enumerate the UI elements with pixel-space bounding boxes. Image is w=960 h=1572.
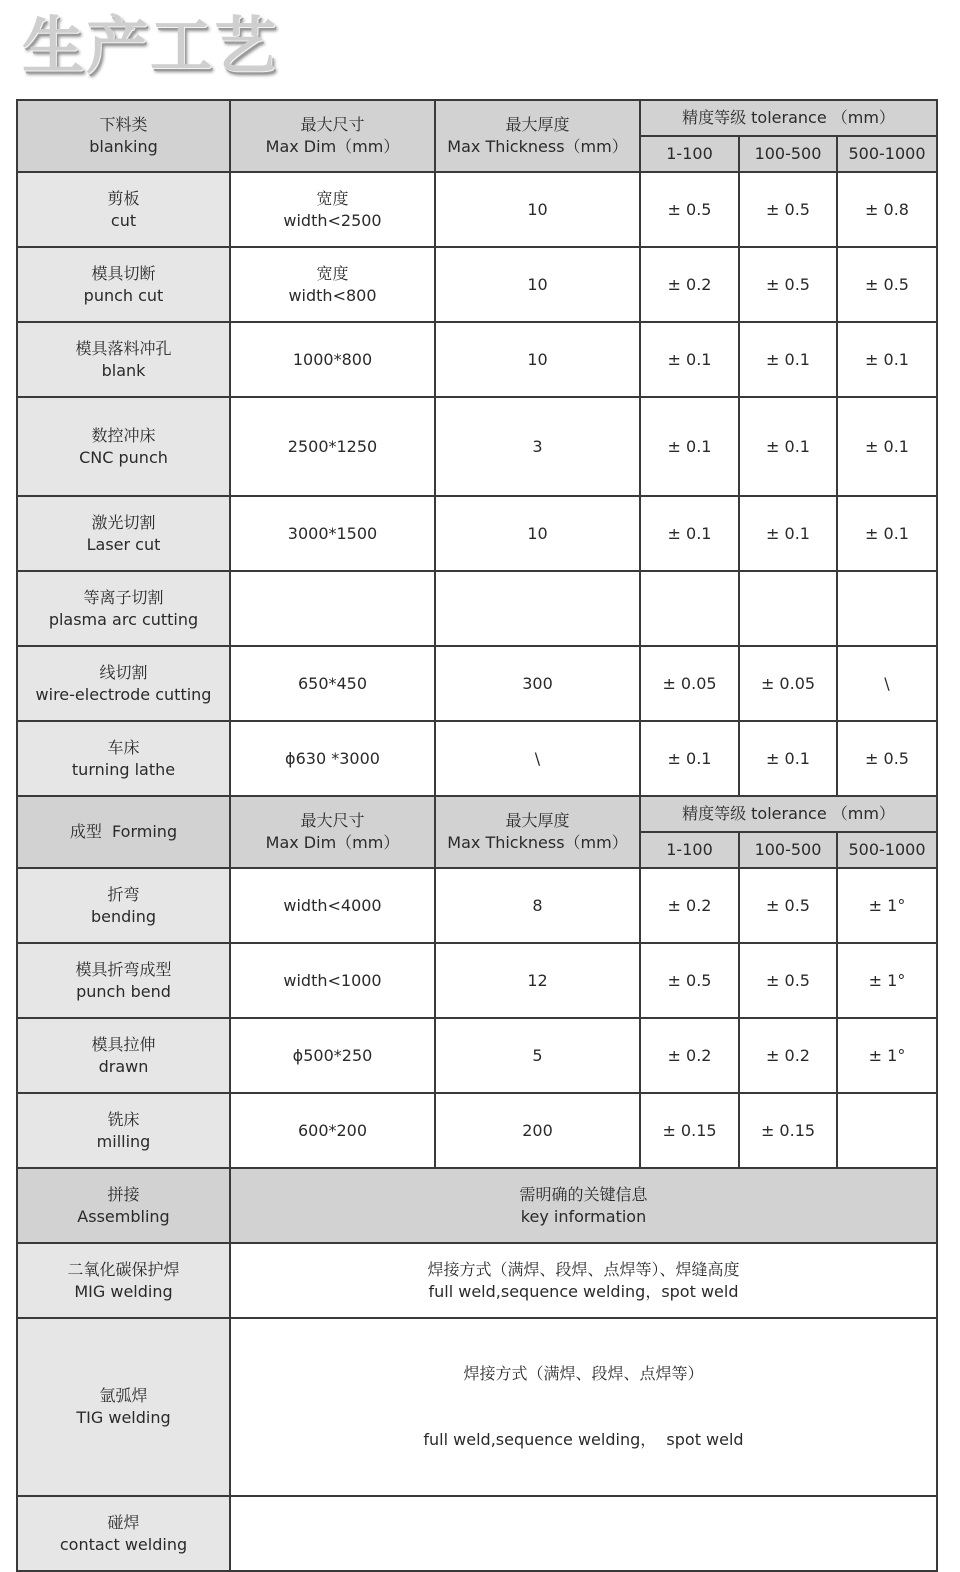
thickness-cell: 3: [435, 397, 640, 496]
table-row: [17, 247, 937, 322]
tolerance-cell: ± 0.5: [837, 721, 937, 796]
maxdim-header: [230, 100, 435, 172]
range-header: 500-1000: [837, 136, 937, 172]
maxdim-zh: 最大尺寸: [300, 811, 365, 830]
tolerance-cell: ± 0.1: [837, 322, 937, 397]
tolerance-cell: ± 0.5: [739, 943, 837, 1018]
maxdim-cell: [230, 571, 435, 646]
thickness-cell: 10: [435, 172, 640, 247]
process-zh: 激光切割: [91, 512, 156, 532]
process-zh: 氩弧焊: [99, 1386, 148, 1405]
table-row: [17, 496, 937, 571]
category-zh: 下料类: [99, 115, 148, 134]
tolerance-cell: ± 0.1: [837, 397, 937, 496]
process-zh: 碰焊: [107, 1512, 140, 1532]
thickness-cell: 10: [435, 496, 640, 571]
info-en: key information: [520, 1206, 647, 1226]
process-label: [17, 646, 230, 721]
thickness-cell: 10: [435, 322, 640, 397]
tolerance-cell: \: [837, 646, 937, 721]
process-zh: 数控冲床: [91, 425, 156, 445]
thickness-cell: 300: [435, 646, 640, 721]
table-row: [17, 646, 937, 721]
tolerance-cell: ± 0.1: [640, 721, 739, 796]
tolerance-cell: ± 0.1: [739, 721, 837, 796]
process-zh: 折弯: [107, 884, 140, 904]
table-row: [17, 322, 937, 397]
process-en: milling: [96, 1131, 151, 1151]
maxdim-cell: 650*450: [230, 646, 435, 721]
process-label: [17, 1496, 230, 1571]
table-row: [17, 1018, 937, 1093]
maxdim-cell: 2500*1250: [230, 397, 435, 496]
tolerance-cell: ± 1°: [837, 868, 937, 943]
tolerance-cell: ± 0.5: [739, 247, 837, 322]
process-label: [17, 1018, 230, 1093]
table-row: [17, 1243, 937, 1318]
tolerance-cell: ± 0.05: [640, 646, 739, 721]
process-label: [17, 172, 230, 247]
maxdim-cell: [230, 247, 435, 322]
tolerance-cell: ± 0.1: [640, 322, 739, 397]
thick-en: Max Thickness（mm）: [447, 137, 628, 156]
table-row: [17, 1496, 937, 1571]
process-en: MIG welding: [74, 1281, 173, 1301]
table-row: [17, 868, 937, 943]
process-label: [17, 496, 230, 571]
process-zh: 模具拉伸: [91, 1034, 156, 1054]
tolerance-cell: ± 0.2: [640, 868, 739, 943]
maxdim-cell: width<1000: [230, 943, 435, 1018]
forming-category-header: 成型 Forming: [17, 796, 230, 868]
thickness-cell: 5: [435, 1018, 640, 1093]
thickness-header: [435, 796, 640, 868]
table-row: [17, 721, 937, 796]
tolerance-cell: ± 0.1: [739, 322, 837, 397]
tolerance-cell: ± 0.1: [837, 496, 937, 571]
process-en: cut: [110, 210, 137, 230]
page-title: 生产工艺: [22, 9, 279, 82]
process-table: [16, 99, 938, 1572]
tolerance-cell: ± 0.2: [739, 1018, 837, 1093]
tolerance-cell: ± 1°: [837, 943, 937, 1018]
maxdim-cell: ϕ630 *3000: [230, 721, 435, 796]
process-zh: 模具落料冲孔: [75, 338, 172, 358]
process-zh: 铣床: [107, 1109, 140, 1129]
dim-value: width<800: [288, 285, 377, 305]
dim-zh: 宽度: [316, 188, 349, 208]
key-info-cell: [230, 1496, 937, 1571]
process-zh: 线切割: [99, 662, 148, 682]
tolerance-cell: [837, 571, 937, 646]
tolerance-cell: ± 0.5: [640, 943, 739, 1018]
forming-header-row: [17, 796, 937, 832]
process-zh: 模具切断: [91, 263, 156, 283]
category-zh: 拼接: [107, 1184, 140, 1204]
tolerance-header: 精度等级 tolerance （mm）: [640, 796, 937, 832]
thickness-cell: [435, 571, 640, 646]
thickness-cell: 10: [435, 247, 640, 322]
process-en: bending: [90, 906, 157, 926]
tolerance-cell: ± 0.15: [640, 1093, 739, 1168]
process-en: wire-electrode cutting: [35, 684, 212, 704]
maxdim-cell: ϕ500*250: [230, 1018, 435, 1093]
tolerance-cell: ± 0.5: [640, 172, 739, 247]
process-label: [17, 247, 230, 322]
thickness-cell: \: [435, 721, 640, 796]
process-en: CNC punch: [79, 447, 168, 467]
tolerance-cell: [837, 1093, 937, 1168]
process-label: [17, 1318, 230, 1496]
maxdim-cell: 3000*1500: [230, 496, 435, 571]
assembling-header-row: [17, 1168, 937, 1243]
tolerance-cell: [640, 571, 739, 646]
process-zh: 二氧化碳保护焊: [67, 1259, 180, 1279]
process-label: [17, 397, 230, 496]
table-row: [17, 1093, 937, 1168]
info-zh: 焊接方式（满焊、段焊、点焊等）、焊缝高度: [427, 1259, 740, 1279]
tolerance-cell: ± 0.5: [739, 172, 837, 247]
info-en: full weld,sequence welding，spot weld: [428, 1281, 739, 1301]
dim-zh: 宽度: [316, 263, 349, 283]
blanking-header-row: [17, 100, 937, 136]
maxdim-header: [230, 796, 435, 868]
maxdim-zh: 最大尺寸: [300, 115, 365, 134]
table-row: [17, 943, 937, 1018]
range-header: 100-500: [739, 136, 837, 172]
maxdim-cell: 600*200: [230, 1093, 435, 1168]
tolerance-cell: ± 0.5: [739, 868, 837, 943]
tolerance-cell: ± 0.1: [640, 496, 739, 571]
process-en: turning lathe: [71, 759, 176, 779]
info-en: full weld,sequence welding， spot weld: [423, 1430, 744, 1449]
process-zh: 等离子切割: [83, 587, 164, 607]
range-header: 1-100: [640, 136, 739, 172]
maxdim-cell: width<4000: [230, 868, 435, 943]
table-row: [17, 1318, 937, 1496]
process-label: [17, 721, 230, 796]
range-header: 500-1000: [837, 832, 937, 868]
tolerance-cell: ± 0.8: [837, 172, 937, 247]
tolerance-cell: ± 0.2: [640, 247, 739, 322]
tolerance-cell: ± 0.1: [739, 496, 837, 571]
process-label: [17, 322, 230, 397]
process-en: contact welding: [59, 1534, 188, 1554]
thickness-header: [435, 100, 640, 172]
table-row: [17, 172, 937, 247]
key-info-cell: [230, 1318, 937, 1496]
thickness-cell: 12: [435, 943, 640, 1018]
info-zh: 焊接方式（满焊、段焊、点焊等）: [463, 1364, 704, 1383]
process-zh: 模具折弯成型: [75, 959, 172, 979]
process-label: [17, 943, 230, 1018]
tolerance-cell: ± 0.1: [640, 397, 739, 496]
tolerance-cell: ± 0.05: [739, 646, 837, 721]
process-zh: 车床: [107, 737, 140, 757]
process-zh: 剪板: [107, 188, 140, 208]
process-en: Laser cut: [86, 534, 161, 554]
tolerance-cell: ± 0.5: [837, 247, 937, 322]
tolerance-cell: [739, 571, 837, 646]
thickness-cell: 200: [435, 1093, 640, 1168]
maxdim-en: Max Dim（mm）: [265, 833, 400, 852]
category-en: blanking: [89, 137, 158, 156]
dim-value: width<2500: [283, 210, 382, 230]
process-label: [17, 571, 230, 646]
blanking-category-header: [17, 100, 230, 172]
assembling-category-header: [17, 1168, 230, 1243]
thickness-cell: 8: [435, 868, 640, 943]
process-label: [17, 1093, 230, 1168]
process-en: plasma arc cutting: [48, 609, 199, 629]
tolerance-cell: ± 0.1: [739, 397, 837, 496]
category-en: Assembling: [77, 1206, 170, 1226]
maxdim-en: Max Dim（mm）: [265, 137, 400, 156]
maxdim-cell: 1000*800: [230, 322, 435, 397]
key-info-cell: [230, 1243, 937, 1318]
table-row: [17, 397, 937, 496]
process-en: punch bend: [76, 981, 171, 1001]
process-en: punch cut: [83, 285, 164, 305]
tolerance-cell: ± 1°: [837, 1018, 937, 1093]
thick-zh: 最大厚度: [505, 115, 570, 134]
process-en: TIG welding: [76, 1408, 171, 1427]
process-en: blank: [101, 360, 146, 380]
info-zh: 需明确的关键信息: [519, 1184, 648, 1204]
maxdim-cell: [230, 172, 435, 247]
process-label: [17, 1243, 230, 1318]
key-info-header: [230, 1168, 937, 1243]
table-row: [17, 571, 937, 646]
process-label: [17, 868, 230, 943]
thick-en: Max Thickness（mm）: [447, 833, 628, 852]
tolerance-cell: ± 0.2: [640, 1018, 739, 1093]
range-header: 100-500: [739, 832, 837, 868]
process-en: drawn: [98, 1056, 149, 1076]
tolerance-header: 精度等级 tolerance （mm）: [640, 100, 937, 136]
tolerance-cell: ± 0.15: [739, 1093, 837, 1168]
range-header: 1-100: [640, 832, 739, 868]
thick-zh: 最大厚度: [505, 811, 570, 830]
